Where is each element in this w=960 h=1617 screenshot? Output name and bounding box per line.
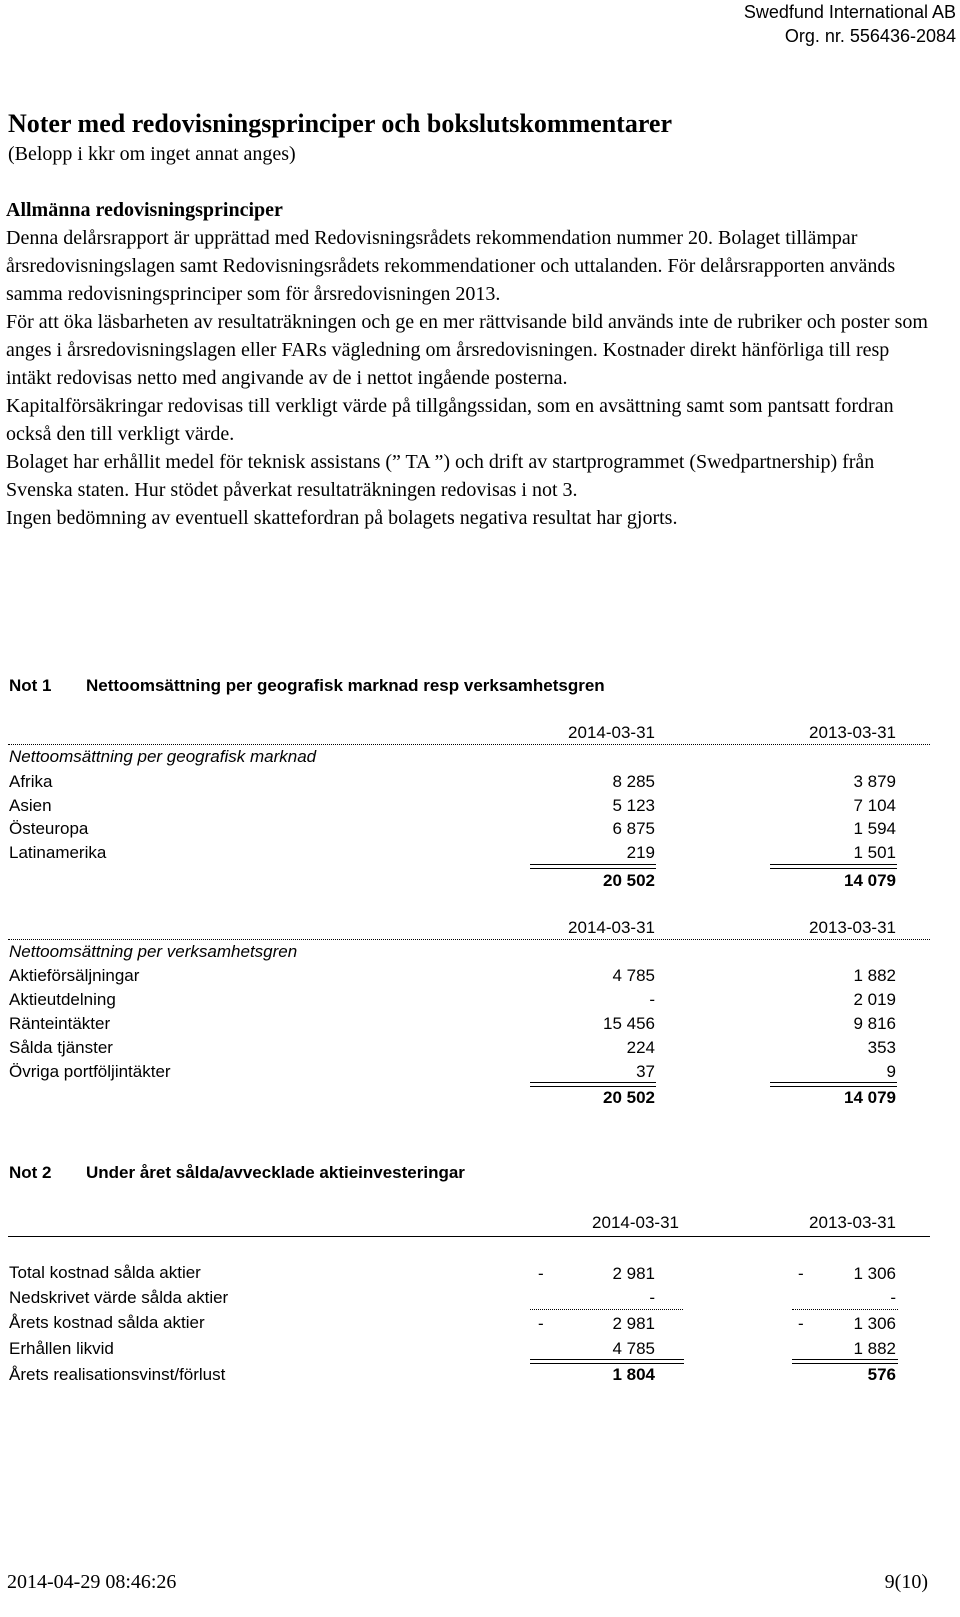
row-sign-2013: - bbox=[798, 1264, 804, 1283]
row-value-2013: 9 816 bbox=[853, 1014, 896, 1033]
row-value-2014: 8 285 bbox=[612, 772, 655, 791]
row-value-2014: 4 785 bbox=[612, 966, 655, 985]
table1-total-2013: 14 079 bbox=[844, 871, 896, 890]
row-label: Ränteintäkter bbox=[9, 1014, 111, 1033]
subtotal-rule bbox=[530, 864, 656, 869]
table1-col1-header: 2014-03-31 bbox=[568, 723, 655, 742]
footer-timestamp: 2014-04-29 08:46:26 bbox=[7, 1571, 177, 1593]
table2-col1-header: 2014-03-31 bbox=[568, 918, 655, 937]
subtotal-rule bbox=[530, 1359, 684, 1364]
row-value-2013: 3 879 bbox=[853, 772, 896, 791]
accounting-principles bbox=[6, 196, 936, 532]
note2-title: Under året sålda/avvecklade aktieinvesteringar bbox=[86, 1163, 465, 1182]
row-value-2014: 2 981 bbox=[612, 1264, 655, 1283]
row-label: Sålda tjänster bbox=[9, 1038, 113, 1057]
row-value-2014: 6 875 bbox=[612, 819, 655, 838]
row-value-2013: 7 104 bbox=[853, 796, 896, 815]
document-title: Noter med redovisningsprinciper och bokslutskommentarer bbox=[8, 109, 672, 138]
row-value-2014: 2 981 bbox=[612, 1314, 655, 1333]
principles-paragraph: Denna delårsrapport är upprättad med Redovisningsrådets rekommendation nummer 20. Bolaget tillämpar årsredovisningslagen samt Redovisningsrådets rekommendationer och uttalanden. För delårsrapporten används samma redovisningsprinciper som för årsredovisningen 2013. bbox=[6, 227, 896, 305]
row-value-2014: 5 123 bbox=[612, 796, 655, 815]
row-label: Afrika bbox=[9, 772, 53, 791]
subtotal-rule bbox=[792, 1359, 898, 1364]
note1-number: Not 1 bbox=[9, 676, 52, 695]
table1-header-rule bbox=[8, 744, 930, 745]
row-value-2014: 15 456 bbox=[603, 1014, 655, 1033]
table2-group-label: Nettoomsättning per verksamhetsgren bbox=[9, 942, 298, 961]
footer-page-number: 9(10) bbox=[884, 1571, 928, 1593]
company-header bbox=[744, 0, 956, 48]
row-value-2013: 2 019 bbox=[853, 990, 896, 1009]
row-value-2013: 353 bbox=[867, 1038, 896, 1057]
org-number: Org. nr. 556436-2084 bbox=[784, 26, 956, 46]
principles-paragraph: Ingen bedömning av eventuell skattefordran på bolagets negativa resultat har gjorts. bbox=[6, 507, 678, 529]
row-value-2013: 1 882 bbox=[853, 1339, 896, 1358]
table1-group-label: Nettoomsättning per geografisk marknad bbox=[9, 747, 317, 766]
table2-total-2013: 14 079 bbox=[844, 1088, 896, 1107]
row-value-2013: 1 501 bbox=[853, 843, 896, 862]
table1-total-2014: 20 502 bbox=[603, 871, 655, 890]
principles-paragraph: Bolaget har erhållit medel för teknisk assistans (” TA ”) och drift av startprogrammet (Swedpartnership) från Svenska staten. Hur stödet påverkat resultaträkningen redovisas i not 3. bbox=[6, 451, 875, 501]
table2-total-2014: 20 502 bbox=[603, 1088, 655, 1107]
row-label: Årets realisationsvinst/förlust bbox=[9, 1365, 226, 1384]
subtotal-rule bbox=[770, 864, 897, 869]
document-subtitle: (Belopp i kkr om inget annat anges) bbox=[8, 143, 296, 165]
row-value-2014: 4 785 bbox=[612, 1339, 655, 1358]
line-rule bbox=[530, 1309, 683, 1310]
note1-title: Nettoomsättning per geografisk marknad resp verksamhetsgren bbox=[86, 676, 605, 695]
row-value-2014: 224 bbox=[626, 1038, 655, 1057]
table2-col2-header: 2013-03-31 bbox=[809, 918, 896, 937]
row-label: Erhållen likvid bbox=[9, 1339, 114, 1358]
row-value-2013: 1 306 bbox=[853, 1264, 896, 1283]
company-name: Swedfund International AB bbox=[743, 2, 956, 22]
note2-number: Not 2 bbox=[9, 1163, 52, 1182]
row-value-2013: 1 306 bbox=[853, 1314, 896, 1333]
subtotal-rule bbox=[770, 1082, 897, 1087]
row-sign-2014: - bbox=[538, 1314, 544, 1333]
principles-paragraph: För att öka läsbarheten av resultaträkningen och ge en mer rättvisande bild används inte de rubriker och poster som anges i årsredovisningslagen eller FARs vägledning om årsredovisningen. Kostnader direkt hänförliga till resp intäkt redovisas netto med angivande av de i nettot ingående posterna. bbox=[6, 311, 928, 389]
row-sign-2014: - bbox=[538, 1264, 544, 1283]
row-label: Latinamerika bbox=[9, 843, 107, 862]
line-rule bbox=[792, 1309, 898, 1310]
row-value-2013: - bbox=[890, 1288, 896, 1307]
note2-col1-header: 2014-03-31 bbox=[592, 1213, 679, 1232]
row-value-2013: 1 594 bbox=[853, 819, 896, 838]
row-label: Aktieutdelning bbox=[9, 990, 116, 1009]
subtotal-rule bbox=[530, 1082, 656, 1087]
row-label: Aktieförsäljningar bbox=[9, 966, 140, 985]
table1-col2-header: 2013-03-31 bbox=[809, 723, 896, 742]
row-value-2013: 576 bbox=[867, 1365, 896, 1384]
row-value-2013: 1 882 bbox=[853, 966, 896, 985]
row-label: Total kostnad sålda aktier bbox=[9, 1263, 201, 1282]
row-value-2014: 219 bbox=[626, 843, 655, 862]
row-label: Årets kostnad sålda aktier bbox=[9, 1313, 205, 1332]
row-label: Nedskrivet värde sålda aktier bbox=[9, 1288, 229, 1307]
principles-paragraph: Kapitalförsäkringar redovisas till verkligt värde på tillgångssidan, som en avsättning samt som pantsatt fordran också den till verkligt värde. bbox=[6, 395, 894, 445]
row-value-2014: 1 804 bbox=[612, 1365, 655, 1384]
row-value-2014: - bbox=[649, 1288, 655, 1307]
row-value-2014: - bbox=[649, 990, 655, 1009]
row-sign-2013: - bbox=[798, 1314, 804, 1333]
row-value-2013: 9 bbox=[886, 1062, 896, 1081]
row-label: Östeuropa bbox=[9, 819, 89, 838]
row-value-2014: 37 bbox=[636, 1062, 655, 1081]
row-label: Övriga portföljintäkter bbox=[9, 1062, 171, 1081]
table2-header-rule bbox=[8, 939, 930, 940]
principles-heading: Allmänna redovisningsprinciper bbox=[6, 199, 283, 221]
note2-header-rule bbox=[8, 1236, 930, 1237]
note2-col2-header: 2013-03-31 bbox=[809, 1213, 896, 1232]
row-label: Asien bbox=[9, 796, 52, 815]
